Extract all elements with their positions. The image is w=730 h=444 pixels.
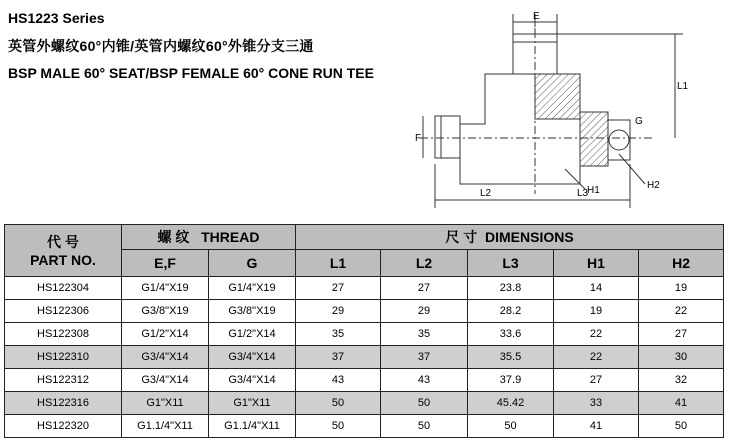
cell-l2: 37 [381,346,468,369]
cell-part: HS122316 [5,392,122,415]
cell-g: G3/8"X19 [209,300,296,323]
cell-g: G3/4"X14 [209,369,296,392]
cell-h1: 33 [554,392,639,415]
cell-part: HS122312 [5,369,122,392]
cell-h1: 27 [554,369,639,392]
cell-l2: 50 [381,415,468,438]
product-title-english: BSP MALE 60° SEAT/BSP FEMALE 60° CONE RUN TEE [8,65,374,81]
table-row [5,369,724,392]
dim-label-l2: L2 [480,188,492,199]
dimensions-table [4,224,724,438]
col-header-h2: H2 [639,250,724,277]
part-number-header [5,225,122,277]
cell-part: HS122308 [5,323,122,346]
cell-h2: 19 [639,277,724,300]
dim-label-h2: H2 [647,180,660,191]
cell-h1: 41 [554,415,639,438]
cell-l2: 50 [381,392,468,415]
col-header-l1: L1 [296,250,381,277]
cell-ef: G1"X11 [122,392,209,415]
thread-header [122,225,296,250]
cell-g: G1/2"X14 [209,323,296,346]
cell-h1: 22 [554,323,639,346]
cell-part: HS122310 [5,346,122,369]
cell-h1: 14 [554,277,639,300]
cell-l1: 27 [296,277,381,300]
dimensions-header-cn: 尺 寸 [445,229,478,245]
cell-ef: G1/4"X19 [122,277,209,300]
col-header-l2: L2 [381,250,468,277]
dim-label-l3: L3 [577,188,589,199]
cell-h1: 19 [554,300,639,323]
dim-label-f: F [415,133,422,144]
dim-label-h1: H1 [587,185,600,196]
cell-l2: 43 [381,369,468,392]
cell-ef: G1.1/4"X11 [122,415,209,438]
cell-l3: 33.6 [468,323,554,346]
col-header-h1: H1 [554,250,639,277]
table-row [5,300,724,323]
product-title-chinese: 英管外螺纹60°内锥/英管内螺纹60°外锥分支三通 [8,38,314,54]
table-row [5,277,724,300]
thread-header-en: THREAD [201,229,260,245]
cell-h2: 27 [639,323,724,346]
cell-h2: 50 [639,415,724,438]
cell-l1: 50 [296,415,381,438]
table-row [5,323,724,346]
cell-l2: 27 [381,277,468,300]
cell-l1: 50 [296,392,381,415]
cell-h2: 32 [639,369,724,392]
cell-l3: 37.9 [468,369,554,392]
cell-l3: 35.5 [468,346,554,369]
cell-h2: 30 [639,346,724,369]
cell-l3: 50 [468,415,554,438]
cell-ef: G3/8"X19 [122,300,209,323]
cell-g: G1/4"X19 [209,277,296,300]
cell-l1: 29 [296,300,381,323]
dimensions-header [296,225,724,250]
cell-l1: 43 [296,369,381,392]
cell-l2: 35 [381,323,468,346]
col-header-l3: L3 [468,250,554,277]
cell-part: HS122306 [5,300,122,323]
cell-l1: 35 [296,323,381,346]
cell-l3: 28.2 [468,300,554,323]
cell-g: G1.1/4"X11 [209,415,296,438]
cell-g: G3/4"X14 [209,346,296,369]
cell-h2: 41 [639,392,724,415]
cell-l2: 29 [381,300,468,323]
dim-label-e: E [533,11,540,22]
dim-label-g: G [635,116,643,127]
table-row [5,415,724,438]
col-header-g: G [209,250,296,277]
cell-h2: 22 [639,300,724,323]
dimensions-header-en: DIMENSIONS [485,229,574,245]
series-title: HS1223 Series [8,10,105,26]
cell-l3: 23.8 [468,277,554,300]
part-number-header-cn: 代 号 [47,233,79,250]
cell-part: HS122304 [5,277,122,300]
cell-ef: G1/2"X14 [122,323,209,346]
table-row [5,346,724,369]
title-block [8,4,398,82]
cell-part: HS122320 [5,415,122,438]
technical-drawing [405,4,725,214]
cell-h1: 22 [554,346,639,369]
dim-label-l1: L1 [677,81,689,92]
cell-g: G1"X11 [209,392,296,415]
cell-l3: 45.42 [468,392,554,415]
thread-header-cn: 螺 纹 [157,229,190,245]
col-header-ef: E,F [122,250,209,277]
cell-l1: 37 [296,346,381,369]
cell-ef: G3/4"X14 [122,369,209,392]
part-number-header-en: PART NO. [30,251,96,268]
cell-ef: G3/4"X14 [122,346,209,369]
table-row [5,392,724,415]
